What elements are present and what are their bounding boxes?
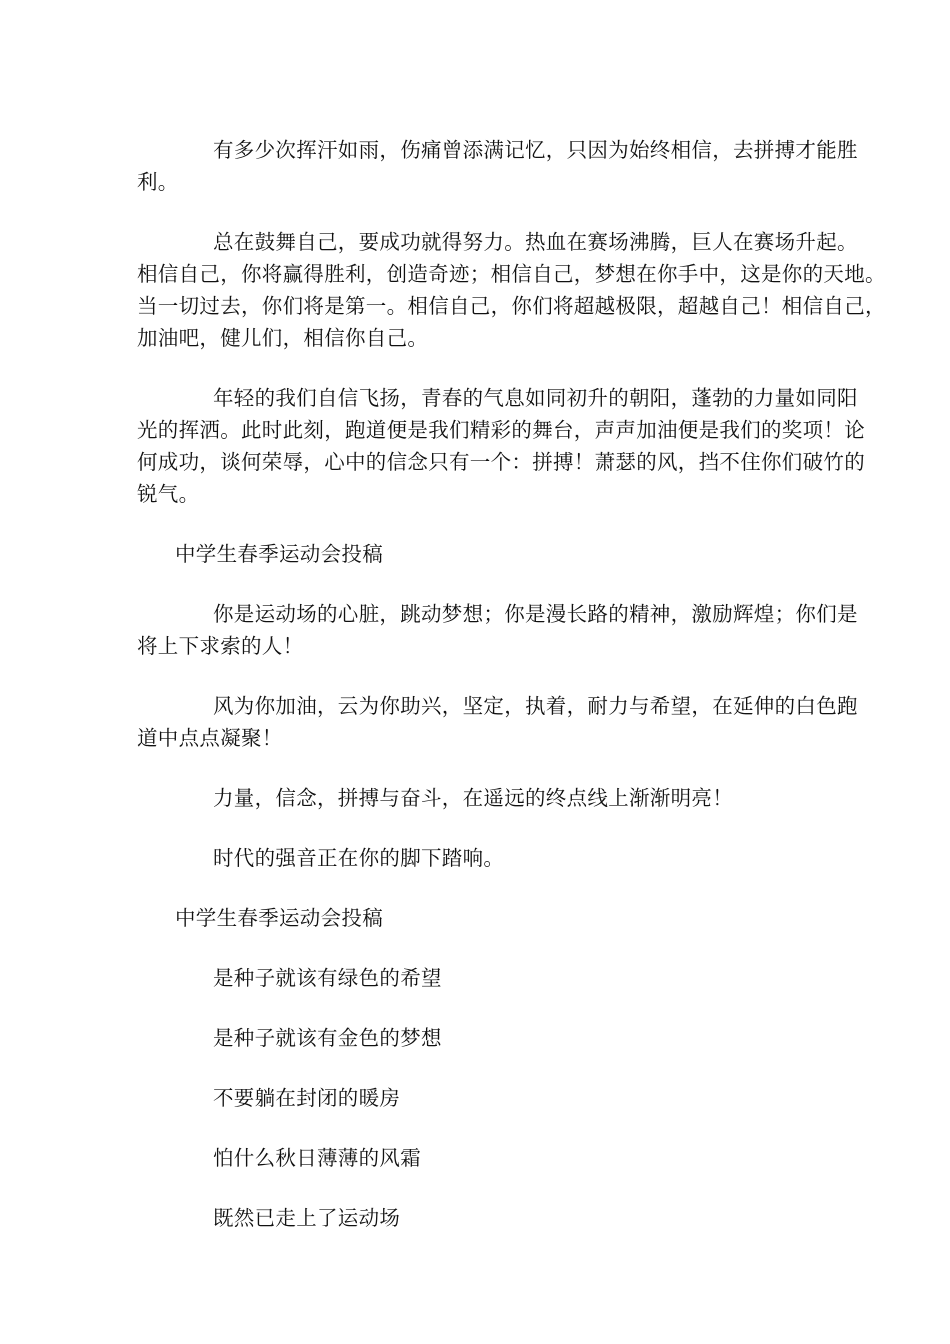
paragraph-line: 既然已走上了运动场 [213,1206,401,1230]
section-heading [137,902,813,934]
paragraph-line: 力量，信念，拼搏与奋斗，在遥远的终点线上渐渐明亮！ [213,786,733,810]
paragraph-line: 总在鼓舞自己，要成功就得努力。热血在赛场沸腾，巨人在赛场升起。 [213,230,858,254]
paragraph-line: 是种子就该有金色的梦想 [213,1026,442,1050]
section-heading-text: 中学生春季运动会投稿 [175,542,383,566]
paragraph-line: 光的挥洒。此时此刻，跑道便是我们精彩的舞台，声声加油便是我们的奖项！论 [137,418,865,442]
paragraph-line: 是种子就该有绿色的希望 [213,966,442,990]
paragraph [137,598,858,662]
paragraph-line: 怕什么秋日薄薄的风霜 [213,1146,421,1170]
paragraph [137,690,858,754]
paragraph-line: 加油吧，健儿们，相信你自己。 [137,326,429,350]
paragraph-line: 相信自己，你将赢得胜利，创造奇迹；相信自己，梦想在你手中，这是你的天地。 [137,262,886,286]
paragraph-line: 道中点点凝聚！ [137,726,283,750]
paragraph [137,382,865,510]
paragraph-line: 时代的强音正在你的脚下踏响。 [213,846,505,870]
paragraph-line: 年轻的我们自信飞扬，青春的气息如同初升的朝阳，蓬勃的力量如同阳 [213,386,858,410]
poem-line [137,1142,813,1174]
paragraph-line: 不要躺在封闭的暖房 [213,1086,401,1110]
document-body [137,134,886,1234]
section-heading-text: 中学生春季运动会投稿 [175,906,383,930]
paragraph-line: 风为你加油，云为你助兴，坚定，执着，耐力与希望，在延伸的白色跑 [213,694,858,718]
paragraph-line: 将上下求索的人！ [137,634,304,658]
paragraph [137,226,886,354]
paragraph [137,134,858,198]
section-heading [137,538,813,570]
paragraph [137,782,813,814]
paragraph [137,842,813,874]
poem-line [137,1082,813,1114]
paragraph-line: 当一切过去，你们将是第一。相信自己，你们将超越极限，超越自己！相信自己， [137,294,886,318]
paragraph-line: 有多少次挥汗如雨，伤痛曾添满记忆，只因为始终相信，去拼搏才能胜 [213,138,858,162]
paragraph-line: 你是运动场的心脏，跳动梦想；你是漫长路的精神，激励辉煌；你们是 [213,602,858,626]
poem-line [137,1202,813,1234]
poem-line [137,1022,813,1054]
paragraph-line: 何成功，谈何荣辱，心中的信念只有一个：拼搏！萧瑟的风，挡不住你们破竹的 [137,450,865,474]
paragraph-line: 锐气。 [137,482,200,506]
poem-line [137,962,813,994]
paragraph-line: 利。 [137,170,179,194]
